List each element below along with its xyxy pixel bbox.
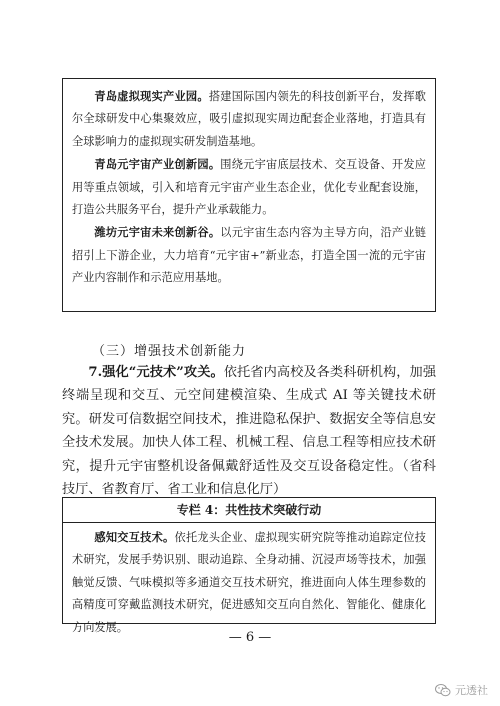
body-paragraph-text: 依托省内高校及各类科研机构，加强终端呈现和交互、元空间建模渲染、生成式 AI 等关键技术研究。研发可信数据空间技术，推进隐私保护、数据安全等信息安全技术发展。加快人体工程、机械工程、信息工程等相应技术研究，提升元宇宙整机设备佩戴舒适性及交互设备稳定性。（省科技厅、省教育厅、省工业和信息化厅） — [62, 365, 437, 498]
paragraph-lead: 青岛元宇宙产业创新园。 — [94, 157, 221, 172]
paragraph-lead: 青岛虚拟现实产业园。 — [94, 89, 209, 103]
wechat-icon — [435, 684, 451, 697]
watermark-text: 元透社 — [455, 684, 488, 697]
body-paragraph — [62, 361, 436, 501]
feature-box-body — [62, 522, 436, 634]
page-number: — 6 — — [228, 630, 272, 645]
feature-paragraph-lead: 感知交互技术。 — [94, 530, 175, 544]
feature-paragraph — [72, 526, 426, 639]
body-paragraph-lead: 7.强化“元技术”攻关。 — [88, 365, 224, 380]
feature-paragraph-text: 依托龙头企业、虚拟现实研究院等推动追踪定位技术研究，发展手势识别、眼动追踪、全身动捕、沉浸声场等技术，加强触觉反馈、气味模拟等多通道交互技术研究，推进面向人体生理参数的高精度可穿戴监测技术研究，促进感知交互向自然化、智能化、健康化方向发展。 — [72, 531, 426, 634]
paragraph-lead: 潍坊元宇宙未来创新谷。 — [94, 225, 221, 240]
watermark — [435, 682, 488, 698]
paragraph-qingdao-metaverse-park — [72, 153, 426, 221]
paragraph-qingdao-vr-park — [72, 85, 426, 153]
paragraph-text: 搭建国际国内领先的科技创新平台，发挥歌尔全球研发中心集聚效应，吸引虚拟现实周边配套企业落地，打造具有全球影响力的虚拟现实研发制造基地。 — [72, 90, 426, 148]
park-list-box — [62, 78, 436, 312]
feature-box-title: 专栏 4：共性技术突破行动 — [62, 497, 436, 523]
paragraph-text: 以元宇宙生态内容为主导方向，沿产业链招引上下游企业，大力培育“元宇宙+”新业态，打造全国一流的元宇宙产业内容制作和示范应用基地。 — [72, 226, 426, 285]
paragraph-weifang-metaverse-valley — [72, 221, 426, 289]
paragraph-text: 围绕元宇宙底层技术、交互设备、开发应用等重点领域，引入和培育元宇宙产业生态企业，优化专业配套设施，打造公共服务平台，提升产业承载能力。 — [72, 158, 426, 217]
section-heading: （三）增强技术创新能力 — [92, 344, 247, 359]
